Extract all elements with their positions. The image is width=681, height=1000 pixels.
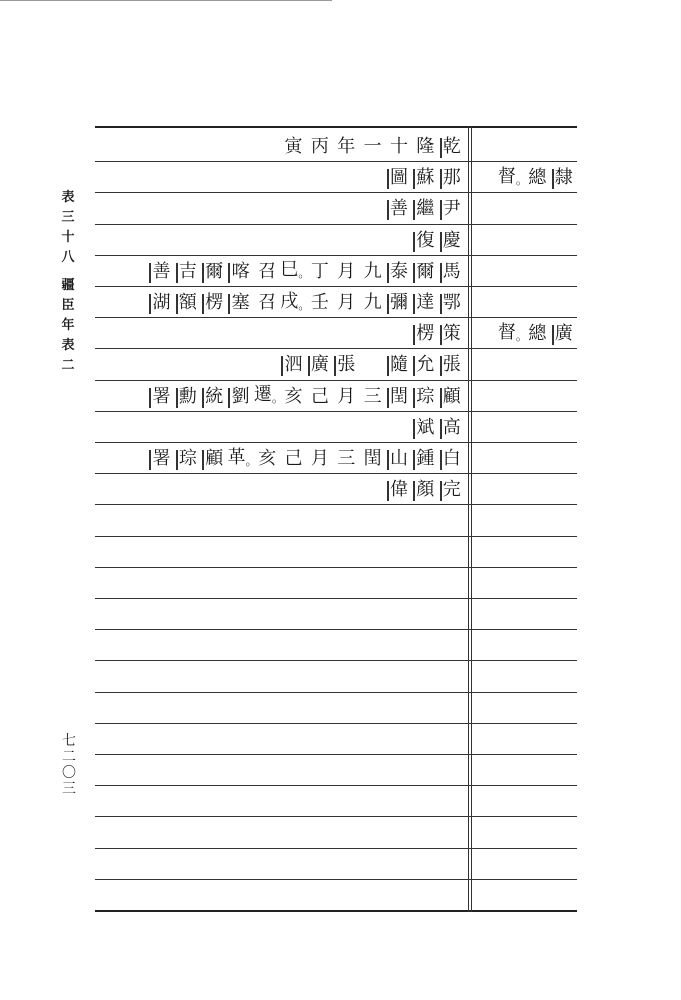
official-entry-char: 完	[439, 477, 465, 503]
official-entry-char: 統	[201, 384, 227, 410]
official-entry-char: 九	[363, 292, 382, 313]
official-entry-char: 吉	[175, 259, 201, 285]
official-entry-char: 巳。	[280, 259, 311, 281]
official-entry-char: 斌	[412, 415, 438, 441]
year-header-char: 寅	[284, 136, 303, 157]
official-entry-char: 署	[148, 446, 174, 472]
official-entry-char: 策	[439, 321, 465, 347]
table-row-rule	[95, 879, 577, 880]
official-entry-char: 鍾	[412, 446, 438, 472]
official-entry-char: 琮	[175, 446, 201, 472]
official-entry-char: 隨	[386, 352, 412, 378]
running-header-char: 十	[61, 230, 75, 245]
official-entry-char: 月	[337, 292, 356, 313]
official-entry	[98, 413, 465, 443]
office-title	[471, 319, 577, 349]
office-title-char: 隸	[551, 165, 577, 191]
year-header-char: 乾	[439, 134, 465, 160]
official-entry-char: 馬	[439, 259, 465, 285]
table-row-rule	[95, 754, 577, 755]
official-entry	[98, 350, 465, 380]
year-header-char: 十	[390, 136, 409, 157]
table-row-rule	[95, 567, 577, 568]
page-number	[61, 733, 77, 797]
punctuation-mark: 。	[271, 391, 284, 406]
running-header-char: 疆	[61, 278, 75, 293]
official-entry	[98, 257, 465, 287]
official-entry	[98, 288, 465, 318]
official-entry-char: 勳	[175, 384, 201, 410]
table-row-rule	[95, 848, 577, 849]
page-number-char: 七	[62, 733, 76, 749]
scan-edge-line	[0, 0, 332, 1]
punctuation-mark: 。	[515, 172, 528, 187]
official-entry-char: 廣	[307, 352, 333, 378]
official-entry-char: 慶	[439, 228, 465, 254]
official-entry-char: 那	[439, 165, 465, 191]
official-entry-char: 楞	[412, 321, 438, 347]
official-entry-char: 亥	[258, 448, 277, 469]
official-entry-char: 遷。	[253, 384, 284, 406]
official-entry	[98, 382, 465, 412]
punctuation-mark: 。	[245, 453, 258, 468]
running-header-char: 表	[61, 338, 75, 353]
official-entry-char: 白	[439, 446, 465, 472]
official-entry-char: 爾	[201, 259, 227, 285]
table-row-rule	[95, 692, 577, 693]
official-entry	[98, 475, 465, 505]
official-entry-char: 閏	[363, 448, 382, 469]
official-entry-char: 閏	[386, 384, 412, 410]
official-entry-char: 劉	[227, 384, 253, 410]
running-header-char: 二	[61, 358, 75, 373]
official-entry-char: 月	[337, 260, 356, 282]
official-entry-char: 善	[148, 259, 174, 285]
official-entry	[98, 444, 465, 474]
official-entry-char: 戌。	[280, 290, 311, 312]
official-entry-char: 亥	[284, 385, 303, 407]
page-number-char: 三	[62, 781, 76, 797]
official-entry-char: 顧	[201, 446, 227, 472]
punctuation-mark: 。	[298, 266, 311, 281]
official-entry-char: 泰	[386, 259, 412, 285]
official-entry-char: 湖	[148, 290, 174, 316]
official-entry-char: 三	[337, 448, 356, 469]
official-entry-char: 壬	[310, 292, 329, 313]
official-entry-char: 善	[386, 196, 412, 222]
official-entry-char: 爾	[412, 259, 438, 285]
official-entry-char: 復	[412, 228, 438, 254]
official-entry-char: 召	[258, 292, 277, 313]
office-title-char: 總	[528, 167, 547, 189]
official-entry-char: 圖	[386, 165, 412, 191]
official-entry-char: 九	[363, 260, 382, 282]
punctuation-mark: 。	[515, 328, 528, 343]
running-header-char: 表	[61, 190, 75, 205]
office-title-char: 廣	[551, 321, 577, 347]
punctuation-mark: 。	[298, 297, 311, 312]
official-entry-char: 丁	[310, 260, 329, 282]
official-entry-char: 革。	[227, 446, 258, 468]
column-divider	[468, 126, 469, 912]
office-title-char: 督。	[497, 321, 528, 343]
official-entry	[98, 194, 465, 224]
running-header-char: 三	[61, 210, 75, 225]
table-row-rule	[95, 723, 577, 724]
official-entry-char: 塞	[227, 290, 253, 316]
official-entry	[98, 163, 465, 193]
official-entry-char: 楞	[201, 290, 227, 316]
official-entry-char: 喀	[227, 259, 253, 285]
official-entry-char: 允	[412, 352, 438, 378]
official-entry-char: 偉	[386, 477, 412, 503]
official-entry-char: 署	[148, 384, 174, 410]
official-entry-char: 額	[175, 290, 201, 316]
table-row-rule	[95, 536, 577, 537]
page-number-char: 〇	[62, 765, 76, 781]
running-header-char: 臣	[61, 298, 75, 313]
table-row-rule	[95, 629, 577, 630]
official-entry-char: 琮	[412, 384, 438, 410]
official-entry	[98, 319, 465, 349]
running-header-char: 年	[61, 318, 75, 333]
official-entry-char: 高	[439, 415, 465, 441]
page-number-char: 二	[62, 749, 76, 765]
official-entry-char: 泗	[280, 352, 306, 378]
official-entry-char: 顧	[439, 384, 465, 410]
official-entry-char: 彌	[386, 290, 412, 316]
official-entry-char: 己	[310, 385, 329, 407]
official-entry-char: 三	[363, 385, 382, 407]
official-entry-char: 召	[258, 260, 277, 282]
office-title-char: 督。	[497, 165, 528, 187]
office-title-char: 總	[528, 323, 547, 345]
running-header-char: 八	[61, 250, 75, 265]
table-bottom-rule	[95, 910, 577, 912]
official-entry-char: 張	[333, 352, 359, 378]
official-entry-char: 月	[310, 448, 329, 469]
table-row-rule	[95, 816, 577, 817]
official-entry-char: 鄂	[439, 290, 465, 316]
official-entry-char: 蘇	[412, 165, 438, 191]
year-header-char: 年	[337, 136, 356, 157]
column-divider	[471, 126, 472, 912]
official-entry-char: 達	[412, 290, 438, 316]
year-header-char: 一	[363, 136, 382, 157]
year-header-char: 隆	[416, 136, 435, 157]
running-header	[59, 188, 77, 376]
official-entry-char: 顏	[412, 477, 438, 503]
year-header	[98, 132, 465, 162]
office-title	[471, 163, 577, 193]
official-entry-char: 己	[284, 448, 303, 469]
official-entry-char: 山	[386, 446, 412, 472]
year-header-char: 丙	[310, 136, 329, 157]
table-top-rule	[95, 126, 577, 128]
official-entry-char: 尹	[439, 196, 465, 222]
table-row-rule	[95, 660, 577, 661]
official-entry	[98, 226, 465, 256]
table-row-rule	[95, 785, 577, 786]
official-entry-char: 月	[337, 385, 356, 407]
chronological-table	[95, 126, 577, 912]
table-row-rule	[95, 598, 577, 599]
official-entry-char: 張	[439, 352, 465, 378]
official-entry-char: 繼	[412, 196, 438, 222]
